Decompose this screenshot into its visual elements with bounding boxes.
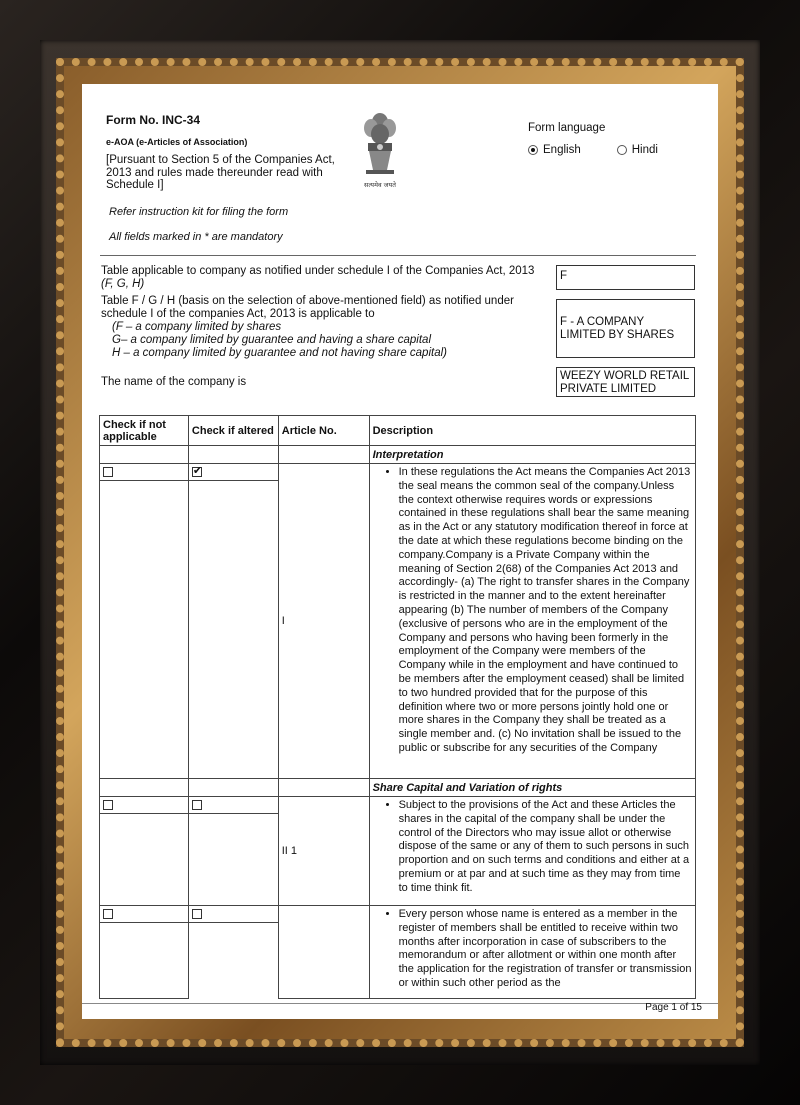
header-not-applicable: Check if not applicable [100, 416, 189, 446]
section-row-share-capital [100, 779, 696, 797]
article-text: • Subject to the provisions of the Act and these Articles the shares in the capital of the company shall be under the control of the Directors who may issue allot or otherwise dispose of the same or any of them to such persons in such proportion and on such terms and conditions and either at a premium or at par and at such time as they may from time to time think fit. [399, 799, 692, 896]
table-row [100, 906, 696, 999]
footer-divider [82, 1003, 718, 1004]
altered-checkbox[interactable] [192, 909, 202, 919]
table-option-h: H – a company limited by guarantee and not having share capital) [112, 347, 447, 359]
radio-english-label: English [543, 144, 581, 156]
table-option-g: G– a company limited by guarantee and having a share capital [112, 334, 432, 346]
table-row [100, 797, 696, 906]
not-applicable-checkbox[interactable] [103, 467, 113, 477]
header-article-no: Article No. [278, 416, 369, 446]
table-option-f: (F – a company limited by shares [112, 321, 282, 333]
table-applicable-hint: (F, G, H) [101, 278, 145, 290]
form-page [82, 84, 718, 1019]
altered-checkbox[interactable] [192, 800, 202, 810]
radio-hindi-label: Hindi [631, 144, 658, 156]
form-language-label: Form language [528, 122, 606, 134]
table-row [100, 464, 696, 779]
article-text: • Every person whose name is entered as a member in the register of members shall be entitled to receive within two months after incorporation in case of subscribers to the memorandum or after allotment or within one month after the application for the registration of transfer or transmission or within such other period as the [399, 908, 692, 991]
page-number: Page 1 of 15 [645, 1002, 702, 1013]
header-description: Description [369, 416, 695, 446]
not-applicable-checkbox[interactable] [103, 909, 113, 919]
pursuant-text: [Pursuant to Section 5 of the Companies Act, 2013 and rules made thereunder read with Schedule I] [106, 154, 335, 191]
emblem-motto: सत्यमेव जयते [364, 181, 396, 189]
company-name-field[interactable]: WEEZY WORLD RETAIL PRIVATE LIMITED [556, 367, 695, 397]
company-name-label: The name of the company is [101, 376, 247, 388]
header-altered: Check if altered [188, 416, 278, 446]
article-number: I [278, 464, 369, 779]
article-description [369, 797, 695, 906]
radio-english[interactable] [528, 145, 538, 155]
table-header-row [100, 416, 696, 446]
national-emblem-icon [360, 110, 400, 192]
table-applicable-question [101, 265, 551, 291]
radio-hindi[interactable] [617, 145, 627, 155]
form-number: Form No. INC-34 [106, 113, 201, 127]
section-title: Interpretation [369, 446, 695, 464]
table-applicable-label: Table applicable to company as notified under schedule I of the Companies Act, 2013 [101, 265, 535, 277]
section-title: Share Capital and Variation of rights [369, 779, 695, 797]
article-number [278, 906, 369, 999]
article-description [369, 906, 695, 999]
mandatory-note: All fields marked in * are mandatory [109, 231, 283, 243]
form-type: e-AOA (e-Articles of Association) [106, 137, 248, 147]
article-number: II 1 [278, 797, 369, 906]
not-applicable-checkbox[interactable] [103, 800, 113, 810]
form-language-options [528, 144, 658, 156]
header-divider [100, 255, 696, 256]
table-applicable-field[interactable]: F [556, 265, 695, 290]
article-text: • In these regulations the Act means the Companies Act 2013 the seal means the common seal of the company.Unless the context otherwise requires words or expressions contained in these regulations shall bear the same meaning as in the Act or any statutory modification thereof in force at the date at which these regulations become binding on the company.Company is a Private Company within the meaning of Section 2(68) of the Companies Act 2013 and accordingly- (a) The right to transfer shares in the Company is restricted in the manner and to the extent hereinafter appearing (b) The number of members of the Company (exclusive of persons who are in the employment of the Company and persons who having been formerly in the employment of the Company were members of the Company while in the employment and have continued to be members after the employment ceased) shall be limited to two hundred provided that for the purpose of this definition where two or more persons jointly hold one or more shares in the Company they shall be treated as a single member and. (c) No invitation shall be issued to the public or subscribe for any securities of the Company [399, 466, 692, 756]
altered-checkbox[interactable] [192, 467, 202, 477]
table-type-field[interactable]: F - A COMPANY LIMITED BY SHARES [556, 299, 695, 358]
section-row-interpretation [100, 446, 696, 464]
articles-table [99, 415, 696, 999]
instruction-kit-note: Refer instruction kit for filing the form [109, 206, 289, 218]
table-type-label: Table F / G / H (basis on the selection of above-mentioned field) as notified under schedule I of the companies Act, 2013 is applicable to [101, 295, 514, 320]
table-type-question [101, 295, 541, 360]
article-description [369, 464, 695, 779]
